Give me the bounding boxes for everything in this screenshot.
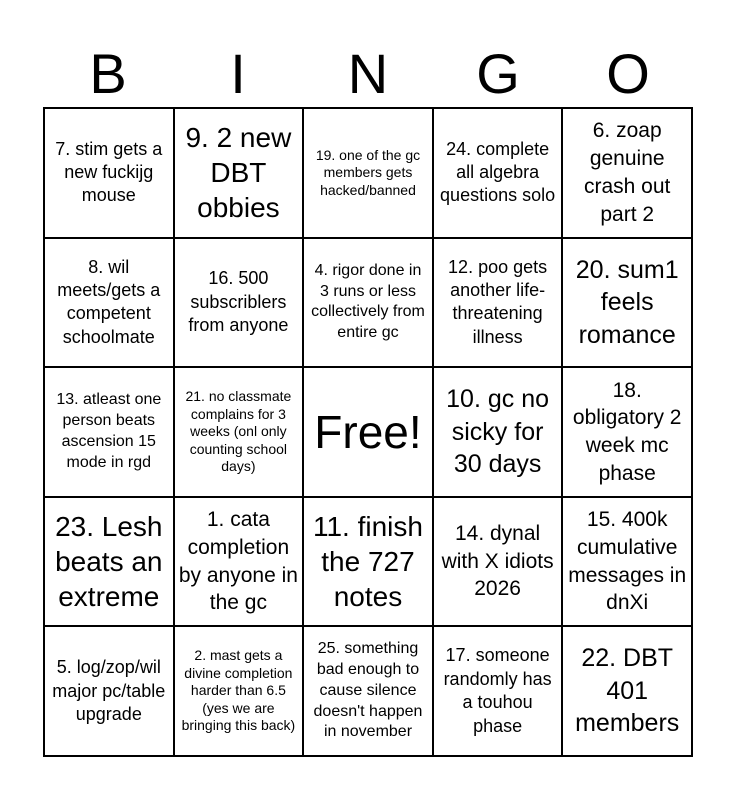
bingo-cell[interactable] (44, 238, 174, 368)
header-letter-b: B (89, 42, 127, 105)
bingo-cell[interactable] (174, 497, 304, 627)
cell-text: 11. finish the 727 notes (312, 511, 423, 613)
cell-text: 10. gc no sicky for 30 days (446, 385, 550, 479)
bingo-cell[interactable] (44, 108, 174, 238)
bingo-cell[interactable] (303, 238, 433, 368)
cell-text: 14. dynal with X idiots 2026 (441, 522, 554, 601)
bingo-cell[interactable] (433, 626, 563, 756)
header-letter-g: G (476, 42, 520, 105)
bingo-cell[interactable] (303, 626, 433, 756)
cell-text: 21. no classmate complains for 3 weeks (onl only counting school days) (185, 388, 292, 475)
bingo-grid (43, 107, 693, 757)
bingo-header (43, 40, 693, 108)
cell-text: 18. obligatory 2 week mc phase (572, 378, 682, 485)
bingo-cell[interactable] (44, 367, 174, 497)
cell-text: 20. sum1 feels romance (575, 255, 679, 349)
cell-text: 19. one of the gc members gets hacked/banned (315, 146, 421, 198)
cell-text: 4. rigor done in 3 runs or less collectively from entire gc (311, 261, 425, 342)
cell-text: 9. 2 new DBT obbies (185, 122, 292, 224)
bingo-cell[interactable] (174, 108, 304, 238)
cell-text: 13. atleast one person beats ascension 15 mode in rgd (56, 391, 162, 471)
header-letter-o: O (606, 42, 650, 105)
bingo-cell[interactable] (433, 367, 563, 497)
bingo-cell[interactable] (433, 497, 563, 627)
bingo-cell[interactable] (303, 108, 433, 238)
cell-text: 16. 500 subscriblers from anyone (188, 268, 289, 336)
bingo-cell[interactable] (303, 497, 433, 627)
bingo-cell[interactable] (562, 367, 692, 497)
cell-text: 6. zoap genuine crash out part 2 (584, 119, 671, 226)
bingo-cell[interactable] (174, 367, 304, 497)
cell-text: 1. cata completion by anyone in the gc (178, 508, 298, 615)
cell-text: 7. stim gets a new fuckijg mouse (55, 138, 163, 206)
cell-text: 23. Lesh beats an extreme (55, 511, 163, 613)
cell-text: 24. complete all algebra questions solo (440, 138, 556, 206)
bingo-cell[interactable] (44, 497, 174, 627)
bingo-cell[interactable] (433, 238, 563, 368)
bingo-cell[interactable] (174, 238, 304, 368)
header-letter-n: N (347, 42, 389, 105)
bingo-cell[interactable] (433, 108, 563, 238)
header-letter-i: I (230, 42, 246, 105)
bingo-cell[interactable] (562, 108, 692, 238)
cell-text: 22. DBT 401 members (575, 644, 680, 738)
bingo-cell[interactable] (174, 626, 304, 756)
cell-text: 17. someone randomly has a touhou phase (443, 645, 552, 736)
cell-text: 2. mast gets a divine completion harder than 6.5 (yes we are bringing this back) (181, 647, 296, 734)
cell-text: 5. log/zop/wil major pc/table upgrade (52, 657, 166, 724)
cell-text: 15. 400k cumulative messages in dnXi (568, 508, 687, 615)
cell-text: 12. poo gets another life-threatening illness (448, 256, 548, 347)
bingo-cell-free[interactable] (303, 367, 433, 497)
bingo-cell[interactable] (562, 626, 692, 756)
cell-text: 8. wil meets/gets a competent schoolmate (57, 256, 161, 347)
bingo-cell[interactable] (562, 238, 692, 368)
bingo-cell[interactable] (44, 626, 174, 756)
free-space-text: Free! (314, 405, 422, 458)
cell-text: 25. something bad enough to cause silence doesn't happen in november (313, 640, 423, 741)
bingo-cell[interactable] (562, 497, 692, 627)
